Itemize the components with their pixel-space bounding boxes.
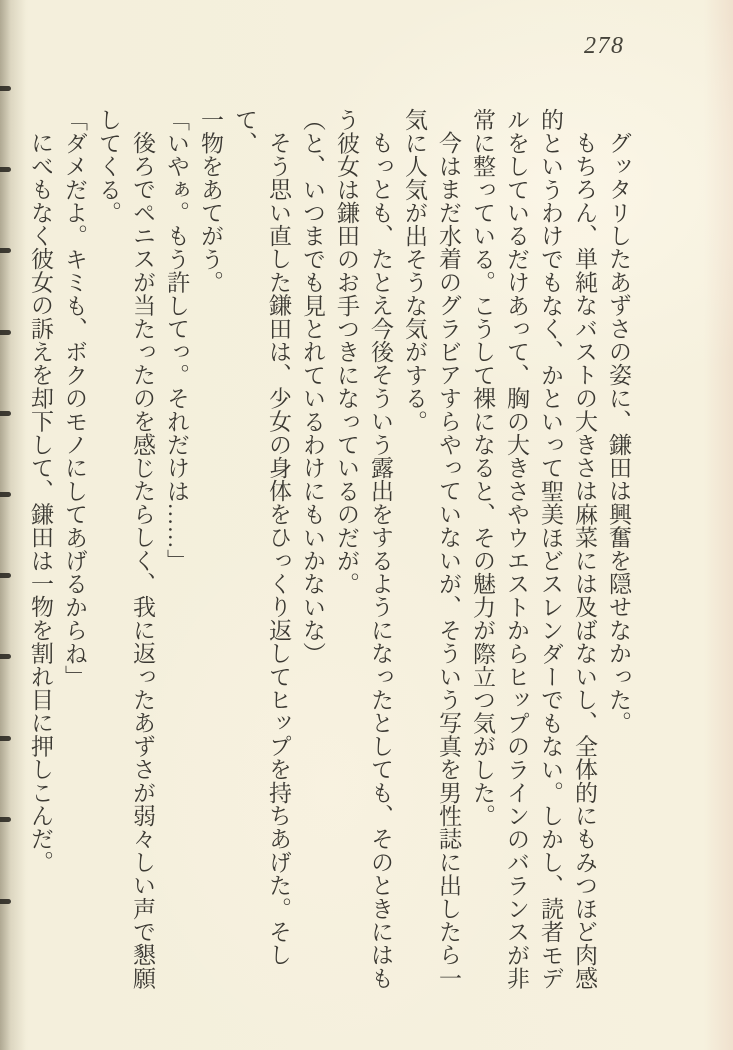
binding-mark — [0, 86, 11, 91]
text-line: にべもなく彼女の訴えを却下して、鎌田は一物を割れ目に押しこんだ。 — [28, 131, 53, 874]
binding-mark — [0, 248, 11, 253]
binding-mark — [0, 899, 11, 904]
binding-mark — [0, 573, 11, 578]
binding-mark — [0, 330, 11, 335]
binding-mark — [0, 654, 11, 659]
text-line: 的というわけでもなく、かといって聖美ほどスレンダーでもない。しかし、読者モデ — [538, 108, 563, 990]
text-line: （と、いつまでも見とれているわけにもいかないな） — [300, 108, 325, 665]
text-line: ルをしているだけあって、胸の大きさやウエストからヒップのラインのバランスが非 — [504, 108, 529, 990]
text-line: 「ダメだよ。キミも、ボクのモノにしてあげるからね」 — [62, 108, 87, 688]
text-line: もちろん、単純なバストの大きさは麻菜には及ばないし、全体的にもみつほど肉感 — [572, 131, 597, 990]
text-line: 今はまだ水着のグラビアすらやっていないが、そういう写真を男性誌に出したら一 — [436, 131, 461, 990]
binding-mark — [0, 817, 11, 822]
text-line: してくる。 — [96, 108, 121, 224]
text-line: う彼女は鎌田のお手つきになっているのだが。 — [334, 108, 359, 596]
text-line: 後ろでペニスが当たったのを感じたらしく、我に返ったあずさが弱々しい声で懇願 — [130, 131, 155, 990]
text-block — [23, 108, 635, 1008]
binding-mark — [0, 736, 11, 741]
text-line: そう思い直した鎌田は、少女の身体をひっくり返してヒップを持ちあげた。そして、 — [232, 108, 291, 967]
text-line: もっとも、たとえ今後そういう露出をするようになったとしても、そのときにはも — [368, 131, 393, 990]
text-line: グッタリしたあずさの姿に、鎌田は興奮を隠せなかった。 — [606, 131, 631, 735]
text-line: 「いやぁ。もう許してっ。それだけは……」 — [164, 108, 189, 572]
page-number: 278 — [584, 33, 625, 59]
text-line: 一物をあてがう。 — [198, 108, 223, 294]
binding-mark — [0, 492, 11, 497]
text-line: 気に人気が出そうな気がする。 — [402, 108, 427, 433]
binding-mark — [0, 167, 11, 172]
text-line: 常に整っている。こうして裸になると、その魅力が際立つ気がした。 — [470, 108, 495, 828]
binding-mark — [0, 411, 11, 416]
